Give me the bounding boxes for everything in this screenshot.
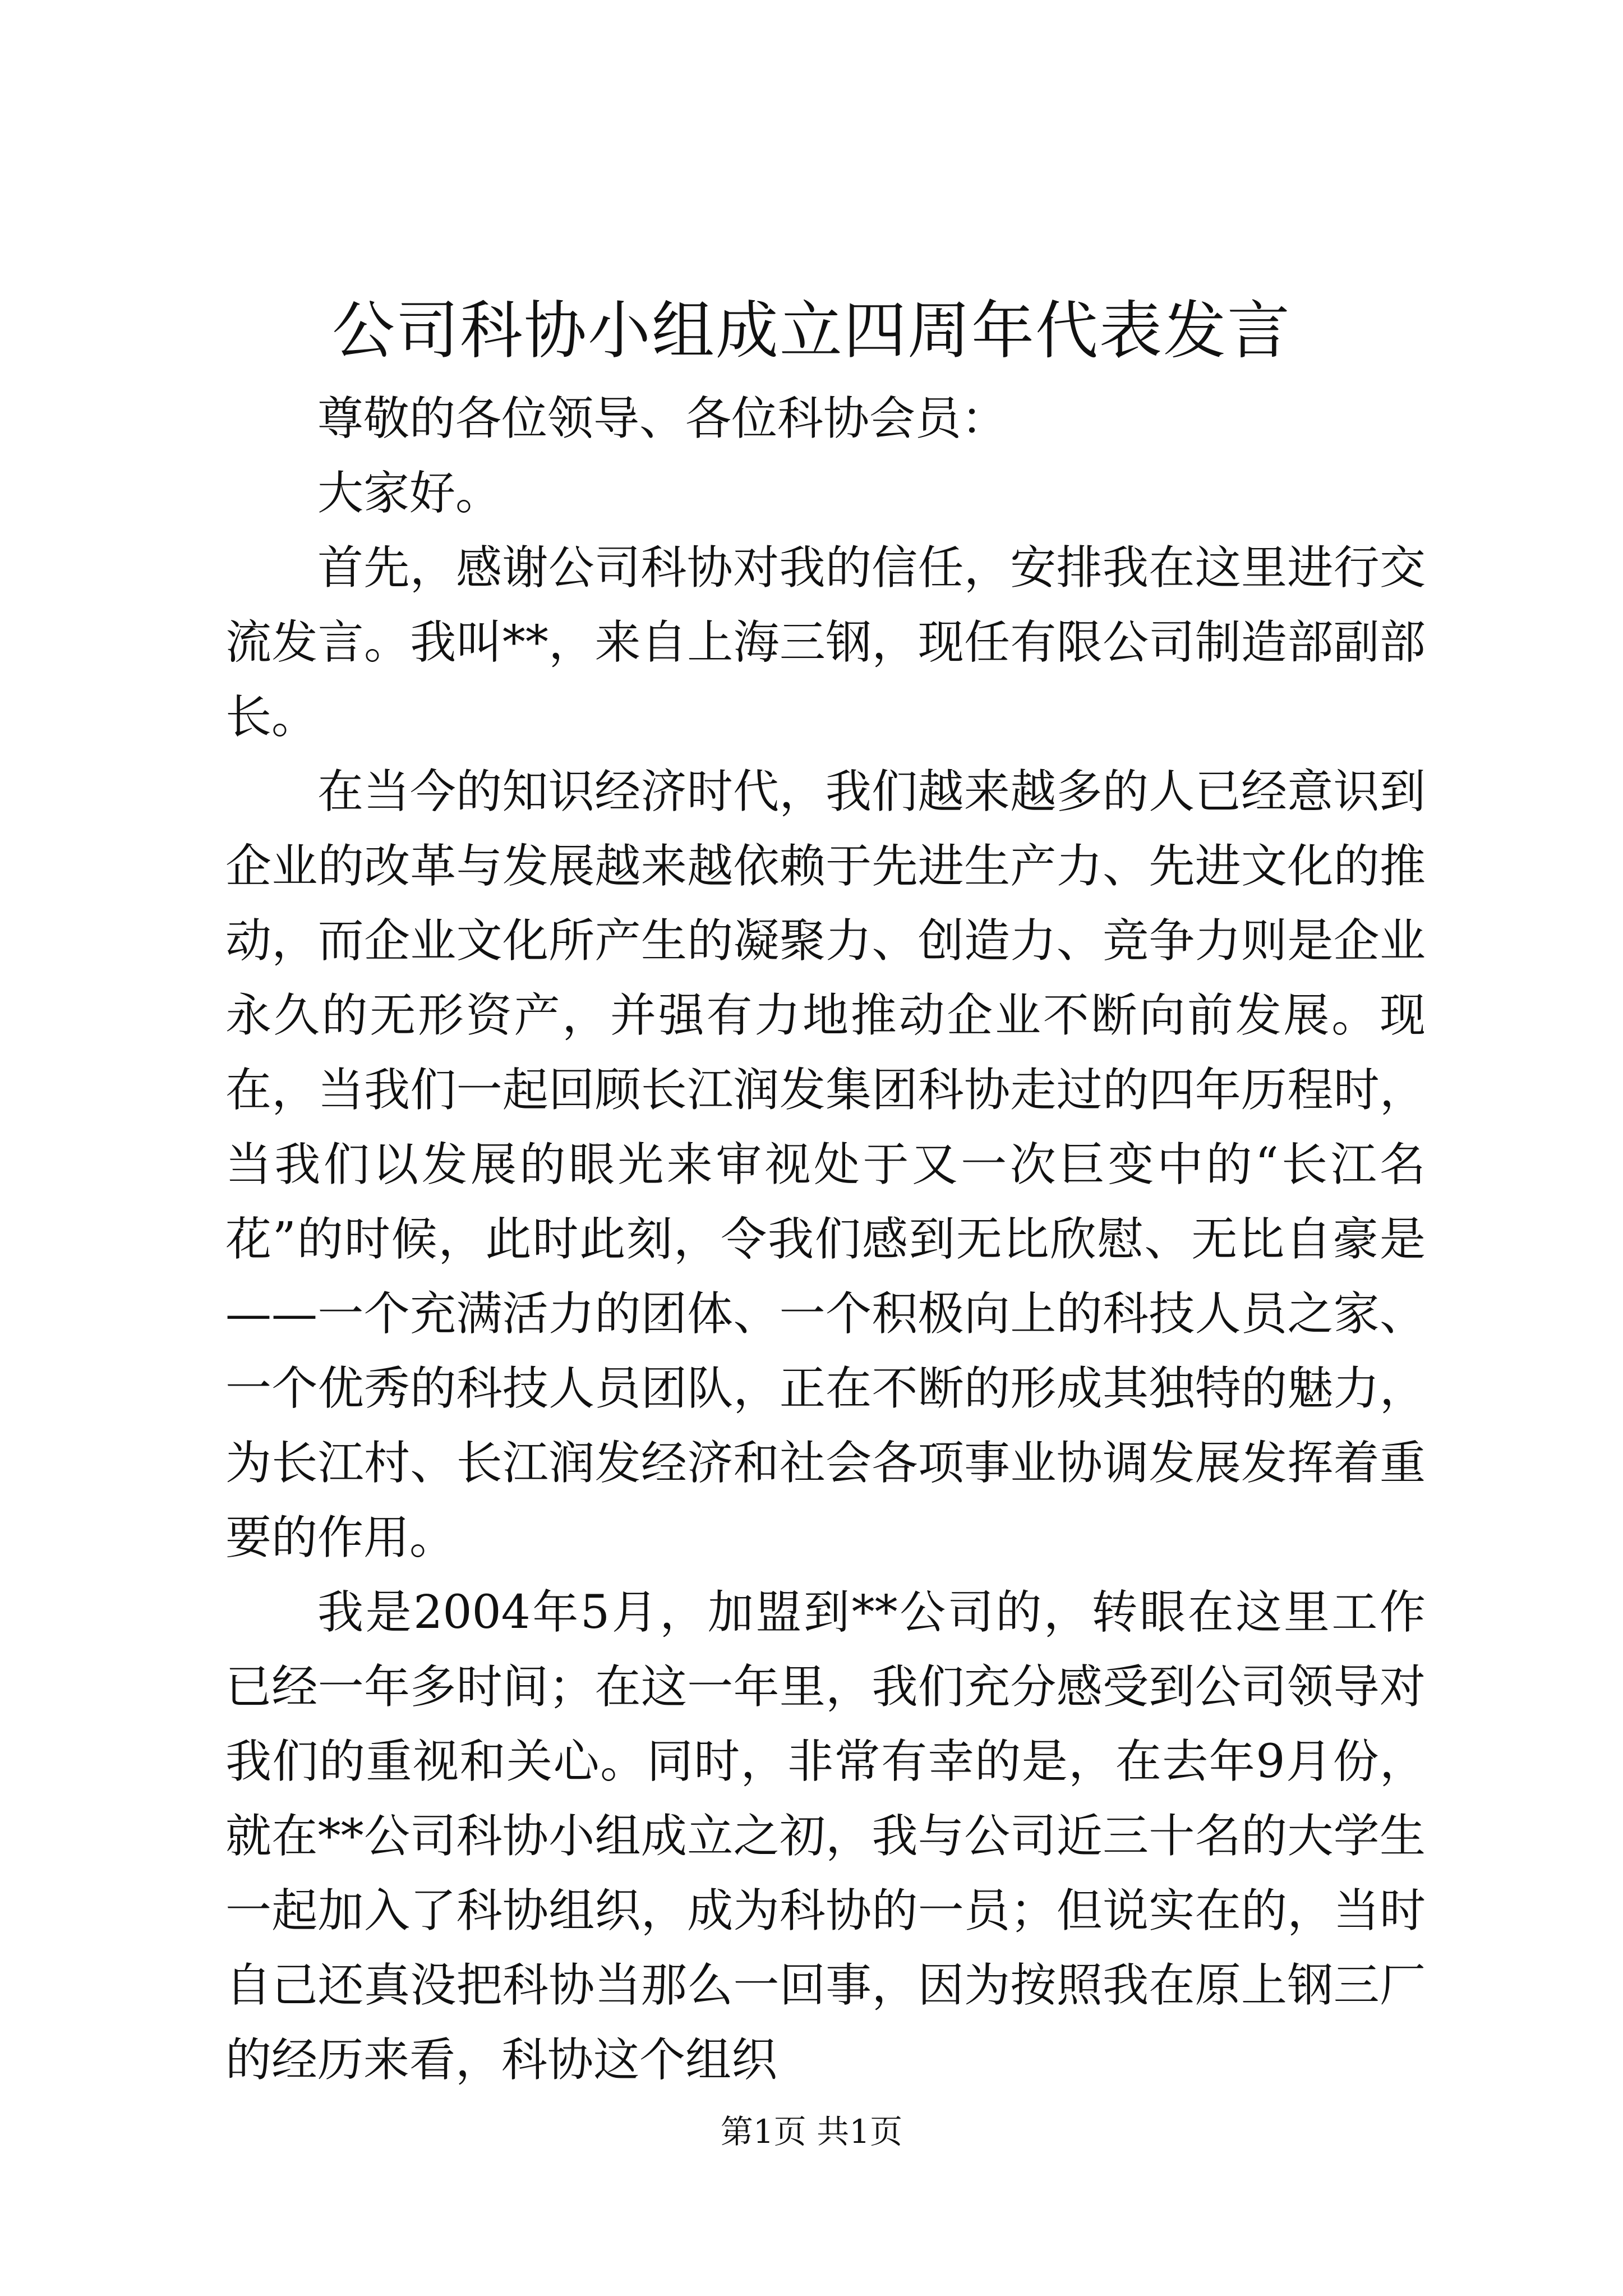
document-body [225,381,1426,2097]
page-footer: 第1页 共1页 [720,2113,903,2151]
paragraph-introduction: 首先，感谢公司科协对我的信任，安排我在这里进行交流发言。我叫**，来自上海三钢，现任有限公司制造部副部长。 [225,541,1426,744]
paragraph-personal-experience: 我是2004年5月，加盟到**公司的，转眼在这里工作已经一年多时间；在这一年里，我们充分感受到公司领导对我们的重视和关心。同时，非常有幸的是，在去年9月份，就在**公司科协小组成立之初，我与公司近三十名的大学生一起加入了科协组织，成为科协的一员；但说实在的，当时自己还真没把科协当那么一回事，因为按照我在原上钢三厂的经历来看，科协这个组织 [225,1586,1426,2087]
document-title: 公司科协小组成立四周年代表发言 [332,295,1291,367]
paragraph-knowledge-economy: 在当今的知识经济时代，我们越来越多的人已经意识到企业的改革与发展越来越依赖于先进生产力、先进文化的推动，而企业文化所产生的凝聚力、创造力、竞争力则是企业永久的无形资产，并强有力地推动企业不断向前发展。现在，当我们一起回顾长江润发集团科协走过的四年历程时，当我们以发展的眼光来审视处于又一次巨变中的“长江名花”的时候，此时此刻，令我们感到无比欣慰、无比自豪是——一个充满活力的团体、一个积极向上的科技人员之家、一个优秀的科技人员团队，正在不断的形成其独特的魅力，为长江村、长江润发经济和社会各项事业协调发展发挥着重要的作用。 [225,765,1426,1565]
paragraph-greeting: 大家好。 [317,467,502,520]
paragraph-salutation: 尊敬的各位领导、各位科协会员： [317,392,1008,445]
